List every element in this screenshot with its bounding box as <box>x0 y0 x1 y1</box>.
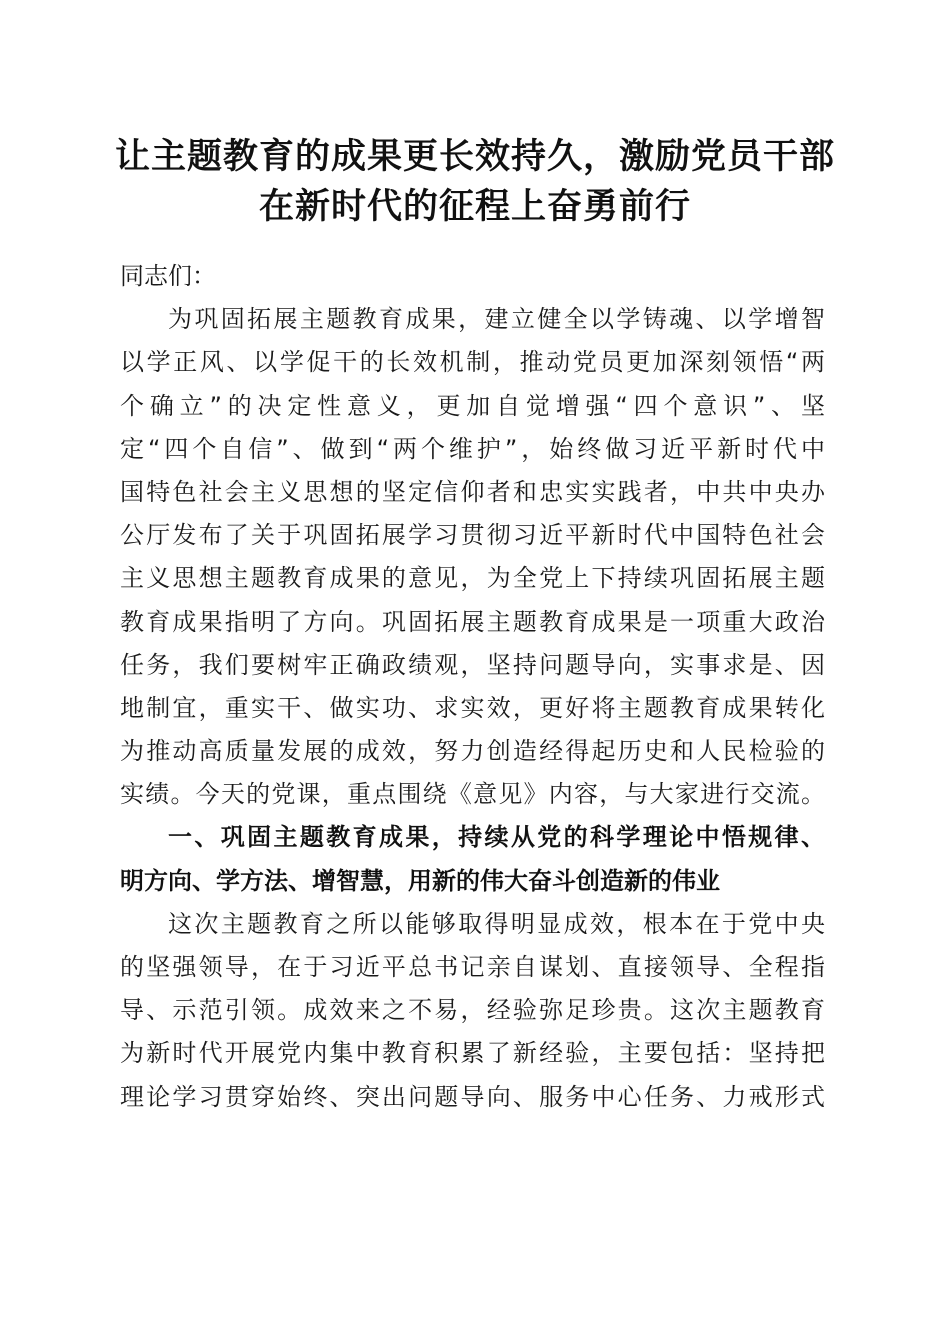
paragraph-intro <box>120 298 825 816</box>
text-line: 为新时代开展党内集中教育积累了新经验，主要包括：坚持把 <box>120 1039 825 1068</box>
text-line: 为巩固拓展主题教育成果，建立健全以学铸魂、以学增智 <box>168 305 825 334</box>
text-line: 公厅发布了关于巩固拓展学习贯彻习近平新时代中国特色社会 <box>120 521 825 550</box>
heading-line: 明方向、学方法、增智慧，用新的伟大奋斗创造新的伟业 <box>120 866 720 895</box>
text-line: 个确立”的决定性意义，更加自觉增强“四个意识”、坚 <box>120 391 825 420</box>
title-line-1: 让主题教育的成果更长效持久，激励党员干部 <box>114 136 835 177</box>
heading-line: 一、巩固主题教育成果，持续从党的科学理论中悟规律、 <box>168 823 825 852</box>
text-line: 国特色社会主义思想的坚定信仰者和忠实实践者，中共中央办 <box>120 477 825 506</box>
section-heading-1 <box>120 816 825 902</box>
text-line: 主义思想主题教育成果的意见，为全党上下持续巩固拓展主题 <box>120 564 825 593</box>
document-title <box>60 132 890 232</box>
text-line: 这次主题教育之所以能够取得明显成效，根本在于党中央 <box>168 909 825 938</box>
text-line: 定“四个自信”、做到“两个维护”，始终做习近平新时代中 <box>120 434 825 463</box>
paragraph-section-1 <box>120 903 825 1119</box>
text-line: 理论学习贯穿始终、突出问题导向、服务中心任务、力戒形式 <box>120 1082 825 1111</box>
text-line: 以学正风、以学促干的长效机制，推动党员更加深刻领悟“两 <box>120 348 825 377</box>
text-line: 实绩。今天的党课，重点围绕《意见》内容，与大家进行交流。 <box>120 780 825 809</box>
text-line: 教育成果指明了方向。巩固拓展主题教育成果是一项重大政治 <box>120 607 825 636</box>
text-line: 任务，我们要树牢正确政绩观，坚持问题导向，实事求是、因 <box>120 650 825 679</box>
text-line: 的坚强领导，在于习近平总书记亲自谋划、直接领导、全程指 <box>120 953 825 981</box>
salutation: 同志们： <box>120 262 216 290</box>
text-line: 为推动高质量发展的成效，努力创造经得起历史和人民检验的 <box>120 737 825 766</box>
title-line-2: 在新时代的征程上奋勇前行 <box>258 186 691 227</box>
text-line: 地制宜，重实干、做实功、求实效，更好将主题教育成果转化 <box>120 693 825 722</box>
text-line: 导、示范引领。成效来之不易，经验弥足珍贵。这次主题教育 <box>120 996 825 1025</box>
document-body <box>120 255 825 1119</box>
